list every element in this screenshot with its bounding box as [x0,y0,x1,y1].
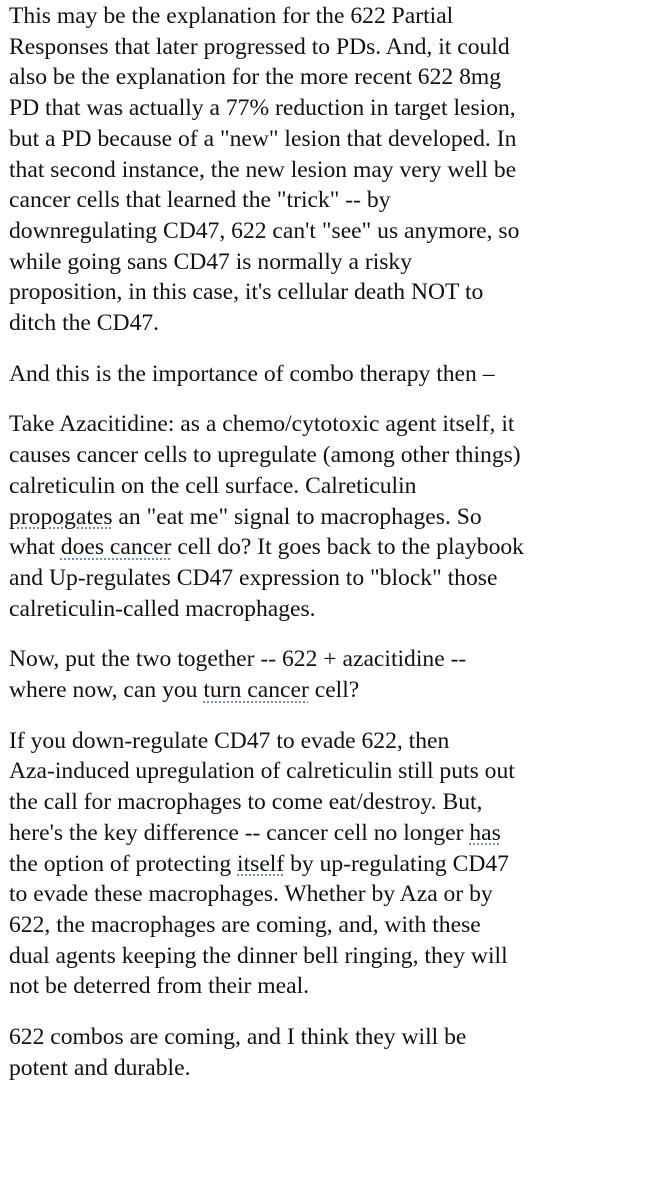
text-line [9,910,659,941]
spellcheck-underlined-word: turn cancer [203,677,309,704]
text-line [9,440,659,471]
text-segment: causes cancer cells to upregulate (among other things) [9,442,521,469]
text-segment: and Up-regulates CD47 expression to "block" those [9,564,498,591]
text-line [9,277,659,308]
text-segment: downregulating CD47, 622 can't "see" us anymore, so [9,217,520,244]
text-line [9,155,659,186]
paragraph-1 [9,1,659,339]
text-line [9,502,659,533]
text-segment: Responses that later progressed to PDs. And, it could [9,33,510,60]
text-line [9,563,659,594]
text-line [9,32,659,63]
text-segment: to evade these macrophages. Whether by Aza or by [9,881,493,908]
text-line [9,1022,659,1053]
text-line [9,594,659,625]
text-segment: potent and durable. [9,1054,191,1081]
text-segment: the option of protecting [9,850,238,877]
spellcheck-underlined-word: has [469,819,501,846]
text-segment: cell do? It goes back to the playbook [171,534,524,561]
text-segment: an "eat me" signal to macrophages. So [112,503,482,530]
text-segment: the call for macrophages to come eat/destroy. But, [9,789,483,816]
text-line [9,644,659,675]
text-segment: 622, the macrophages are coming, and, with these [9,911,481,938]
text-segment: Take Azacitidine: as a chemo/cytotoxic agent itself, it [9,411,515,438]
text-line [9,409,659,440]
text-segment: while going sans CD47 is normally a risky [9,248,413,275]
text-line [9,471,659,502]
text-segment: PD that was actually a 77% reduction in target lesion, [9,95,516,122]
text-line [9,787,659,818]
text-segment: Now, put the two together -- 622 + azacitidine -- [9,646,467,673]
text-segment: And this is the importance of combo therapy then – [9,360,495,387]
spellcheck-underlined-word: itself [237,850,285,877]
paragraph-6 [9,1022,659,1083]
text-line [9,62,659,93]
text-segment: dual agents keeping the dinner bell ringing, they will [9,942,508,969]
text-segment: also be the explanation for the more recent 622 8mg [9,64,502,91]
text-line [9,971,659,1002]
text-line [9,308,659,339]
paragraph-4 [9,644,659,705]
paragraph-3 [9,409,659,624]
text-line [9,124,659,155]
text-line [9,247,659,278]
text-line [9,185,659,216]
text-segment: cell? [308,677,360,704]
text-line [9,941,659,972]
text-line [9,879,659,910]
text-line [9,726,659,757]
text-segment: proposition, in this case, it's cellular death NOT to [9,279,484,306]
spellcheck-underlined-word: does cancer [60,534,172,561]
text-line [9,1053,659,1084]
text-line [9,675,659,706]
document-body [9,1,659,1104]
spellcheck-underlined-word: propogates [9,503,113,530]
text-segment: not be deterred from their meal. [9,973,310,1000]
text-segment: If you down-regulate CD47 to evade 622, then [9,727,450,754]
text-segment: where now, can you [9,677,204,704]
text-segment: cancer cells that learned the "trick" -- by [9,187,391,214]
text-segment: This may be the explanation for the 622 Partial [9,3,454,29]
text-segment: that second instance, the new lesion may very well be [9,156,517,183]
text-segment: what [9,534,61,561]
text-segment: Aza-induced upregulation of calreticulin still puts out [9,758,515,785]
text-line [9,818,659,849]
text-line [9,93,659,124]
text-segment: ditch the CD47. [9,310,160,337]
text-line [9,1,659,32]
text-segment: calreticulin on the cell surface. Calreticulin [9,472,417,499]
text-line [9,532,659,563]
text-line [9,359,659,390]
paragraph-2 [9,359,659,390]
text-segment: by up-regulating CD47 [284,850,509,877]
text-line [9,216,659,247]
text-segment: but a PD because of a "new" lesion that developed. In [9,125,517,152]
text-line [9,756,659,787]
paragraph-5 [9,726,659,1002]
text-segment: calreticulin-called macrophages. [9,595,316,622]
text-segment: 622 combos are coming, and I think they will be [9,1024,467,1051]
text-line [9,849,659,880]
text-segment: here's the key difference -- cancer cell no longer [9,819,470,846]
